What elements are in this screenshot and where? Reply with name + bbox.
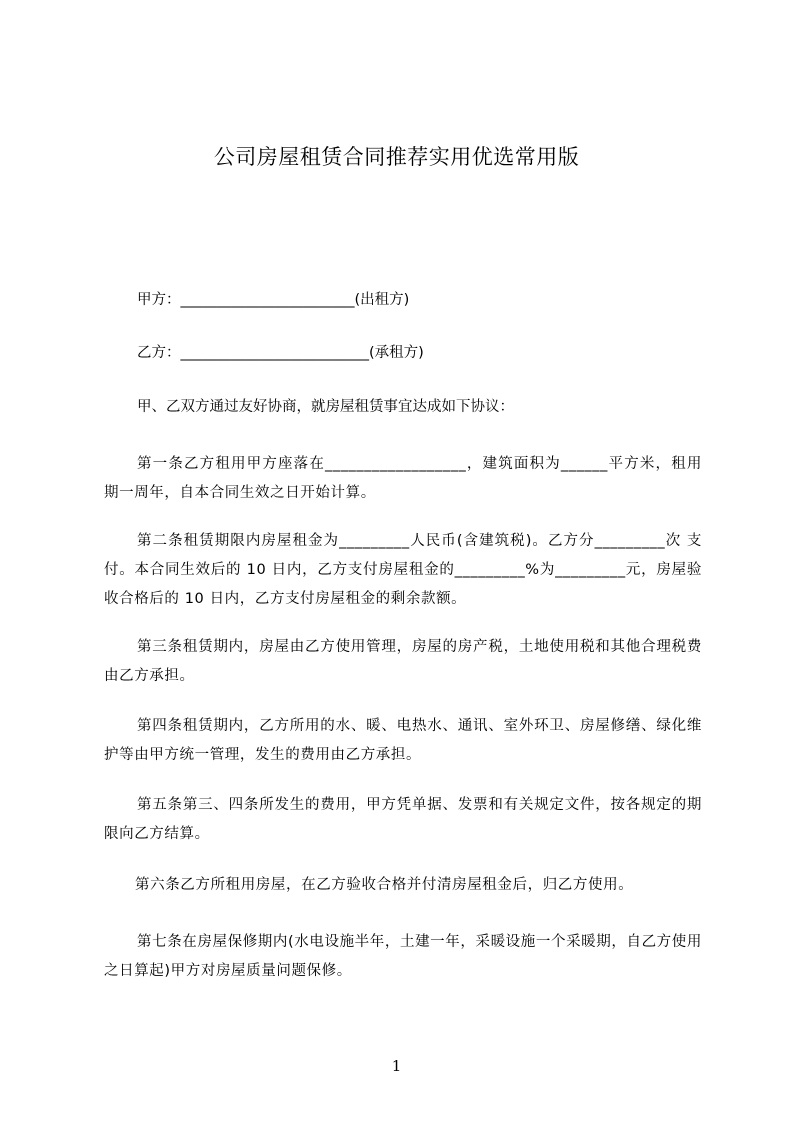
party-b-line: 乙方：__________________________(承租方) <box>137 345 424 361</box>
article-3: 第三条租赁期内，房屋由乙方使用管理，房屋的房产税，土地使用税和其他合理税费由乙方承担。 <box>104 639 702 684</box>
article-1: 第一条乙方租用甲方座落在__________________，建筑面积为______平方米，租用期一周年，自本合同生效之日开始计算。 <box>104 456 702 501</box>
page-number: 1 <box>391 1057 402 1075</box>
document-title: 公司房屋租赁合同推荐实用优选常用版 <box>213 145 580 169</box>
article-5: 第五条第三、四条所发生的费用，甲方凭单据、发票和有关规定文件，按各规定的期限向乙方结算。 <box>104 797 702 842</box>
article-6: 第六条乙方所租用房屋，在乙方验收合格并付清房屋租金后，归乙方使用。 <box>135 877 634 893</box>
article-2: 第二条租赁期限内房屋租金为_________人民币(含建筑税)。乙方分_________次 支付。本合同生效后的 10 日内，乙方支付房屋租金的_________%为_________元，房屋验收合格后的 10 日内，乙方支付房屋租金的剩余款额。 <box>104 533 702 607</box>
article-4: 第四条租赁期内，乙方所用的水、暖、电热水、通讯、室外环卫、房屋修缮、绿化维护等由甲方统一管理，发生的费用由乙方承担。 <box>104 718 702 763</box>
intro-line: 甲、乙双方通过友好协商，就房屋租赁事宜达成如下协议： <box>137 399 514 415</box>
article-7: 第七条在房屋保修期内(水电设施半年，土建一年，采暖设施一个采暖期，自乙方使用之日算起)甲方对房屋质量问题保修。 <box>104 934 702 979</box>
party-a-line: 甲方：________________________(出租方) <box>137 292 410 308</box>
